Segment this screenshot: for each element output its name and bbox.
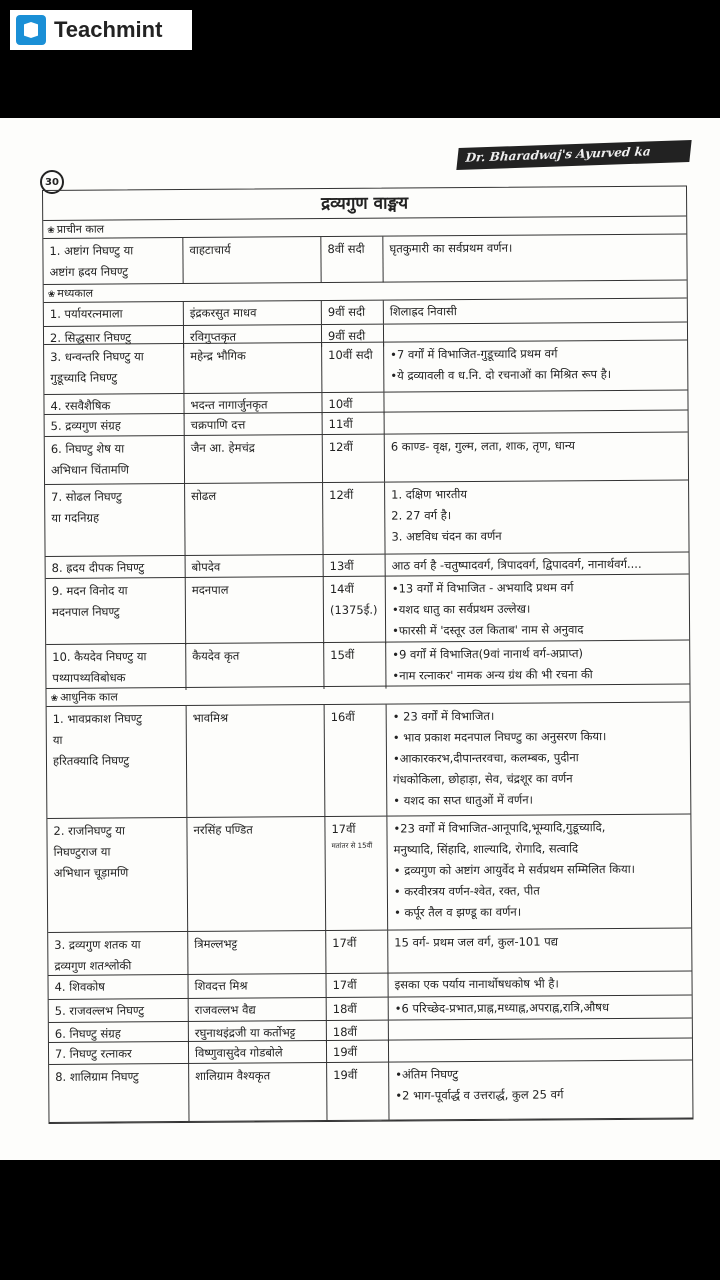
century-line: 12वीं [329, 487, 354, 503]
notes-line: गंधकोकिला, छोहाड़ा, सेव, चंद्रशूर का वर्णन [393, 771, 573, 787]
century-line: 10वीं [328, 396, 353, 412]
notes-line: •ये द्रव्यावली व ध.नि. दो रचनाओं का मिश्रित रूप है। [390, 367, 612, 383]
author-line: रघुनाथइंद्रजी या कर्तोभट्ट [194, 1025, 296, 1040]
notes-line: 2. 27 वर्ग है। [391, 508, 452, 523]
text-name-line: द्रव्यगुण शतश्लोकी [54, 958, 132, 973]
century-line: 18वीं [332, 1001, 357, 1016]
notes [388, 928, 691, 976]
author-line: बोपदेव [191, 559, 221, 574]
text-name-line: निघण्टुराज या [53, 844, 111, 859]
century-line: 11वीं [328, 416, 353, 432]
notes-line: मनुष्यादि, सिंहादि, शाल्यादि, रोगादि, सत्वादि [393, 841, 579, 857]
notes-line: •अंतिम निघण्टु [395, 1067, 459, 1082]
notes-line: • कर्पूर तैल व झण्डू का वर्णन। [394, 904, 522, 920]
text-name-line: या [52, 732, 63, 747]
author-line: त्रिमल्लभट्ट [194, 936, 238, 951]
notes-line: • 23 वर्गों में विभाजित। [392, 708, 495, 724]
table-row [43, 235, 686, 285]
text-name-line: मदनपाल निघण्टु [51, 604, 120, 619]
notes-line: •यशद धातु का सर्वप्रथम उल्लेख। [391, 601, 531, 617]
section-heading: ❀ आधुनिक काल [46, 684, 689, 706]
notes-line: •23 वर्गों में विभाजित-आनूपादि,भूम्यादि,गुडूच्यादि, [393, 820, 606, 836]
table-row [47, 814, 691, 932]
notes [386, 640, 689, 688]
author [183, 237, 321, 284]
text-name [47, 818, 188, 932]
author-line: भावमिश्र [192, 710, 229, 725]
notes [384, 299, 687, 324]
century [324, 643, 386, 689]
century [327, 1021, 389, 1043]
notes [387, 702, 691, 815]
century [326, 931, 388, 977]
author [186, 643, 324, 690]
century [323, 413, 385, 435]
author-line: रविगुप्तकृत [189, 329, 237, 344]
notes-line: •2 भाग-पूर्वार्द्ध व उत्तरार्द्ध, कुल 25 वर्ग [395, 1087, 564, 1103]
century [327, 1063, 389, 1120]
century-line: 19वीं [333, 1067, 358, 1082]
century-line: 8वीं सदी [327, 241, 365, 257]
century-line: 16वीं [330, 709, 355, 724]
text-name-line: 5. द्रव्यगुण संग्रह [50, 418, 121, 433]
author [186, 577, 324, 645]
logo-text: Teachmint [54, 17, 163, 42]
author [189, 998, 327, 1021]
notes-line: • भाव प्रकाश मदनपाल निघण्टु का अनुसरण किया। [392, 729, 607, 745]
notes [384, 341, 687, 392]
notes-line: • यशद का सप्त धातुओं में वर्णन। [393, 792, 534, 808]
century [324, 577, 386, 644]
table-row [45, 480, 688, 556]
notes [383, 235, 686, 283]
author-line: सोढल [191, 488, 217, 503]
table-row [47, 702, 691, 818]
century-line: 15वीं [330, 647, 355, 662]
text-name [49, 999, 189, 1022]
author [189, 1063, 327, 1121]
text-name-line: अभिधान चूड़ामणि [53, 865, 129, 880]
table-row [49, 1060, 692, 1122]
author-line: शालिग्राम वैश्यकृत [195, 1068, 271, 1083]
text-name-line: हरितक्यादि निघण्टु [52, 753, 130, 768]
author-line: महेन्द्र भौगिक [190, 348, 246, 363]
text-name [46, 644, 186, 691]
table-row [46, 640, 689, 688]
text-name-line: 3. धन्वन्तरि निघण्टु या [50, 349, 144, 364]
notes-line: शिलाह्रद निवासी [389, 304, 457, 319]
text-name-line: 4. शिवकोष [54, 979, 105, 994]
century [326, 974, 388, 997]
text-name-line: 9. मदन विनोद या [51, 583, 128, 598]
author [184, 301, 322, 325]
text-name-line: 2. राजनिघण्टु या [53, 823, 125, 838]
text-name [47, 706, 188, 818]
century [327, 998, 389, 1020]
text-name-line: 1. भावप्रकाश निघण्टु [52, 711, 142, 726]
century-line: (1375ई.) [329, 602, 378, 617]
text-name-line: 10. कैयदेव निघण्टु या [52, 649, 147, 664]
notes-line: • द्रव्यगुण को अष्टांग आयुर्वेद मे सर्वप्रथम सम्मिलित किया। [393, 861, 636, 878]
author [185, 413, 323, 436]
text-name [46, 556, 186, 579]
author-line: मदनपाल [191, 582, 229, 597]
text-name-line: 8. ह्रदय दीपक निघण्टु [51, 560, 145, 575]
author [186, 555, 324, 578]
notes [388, 971, 691, 996]
text-name-line: 3. द्रव्यगुण शतक या [54, 937, 141, 952]
author-line: वाहटाचार्य [189, 242, 231, 257]
century-line: 18वीं [332, 1024, 357, 1039]
notes-line: •आकारकरभ,दीपान्तरवचा, कलम्बक, पुदीना [392, 750, 579, 766]
century [323, 483, 385, 554]
century [322, 343, 384, 392]
author-line: कैयदेव कृत [192, 648, 240, 663]
century [322, 393, 384, 415]
century-line: 17वीं [331, 821, 356, 836]
text-name-line: 2. सिद्धसार निघण्टु [49, 330, 132, 345]
notes-line: •13 वर्गों में विभाजित - अभयादि प्रथम वर्ग [391, 580, 574, 596]
century-line: 17वीं [332, 977, 357, 992]
century-note: मतांतर से 15वीं [331, 841, 373, 850]
author [188, 974, 326, 998]
text-name [48, 932, 188, 979]
century [322, 301, 384, 324]
author-line: चक्रपाणि दत्त [190, 417, 246, 432]
text-name-line: 6. निघण्टु संग्रह [54, 1026, 121, 1041]
author [188, 931, 326, 978]
notes [389, 1060, 692, 1119]
text-name [45, 414, 185, 437]
text-name [48, 975, 188, 999]
century [321, 237, 383, 283]
notes-line: • करवीरत्रय वर्णन-श्वेत, रक्त, पीत [393, 883, 540, 899]
text-name [49, 1064, 189, 1122]
author [187, 705, 326, 817]
century [323, 435, 385, 482]
text-name [44, 344, 184, 394]
century-line: 10वीं सदी [328, 347, 373, 363]
notes-line: •7 वर्गों में विभाजित-गुडूच्यादि प्रथम वर्ग [390, 346, 558, 362]
text-name-line: 7. निघण्टु रत्नाकर [54, 1046, 132, 1061]
notes [386, 574, 689, 643]
text-name-line: 1. अष्टांग निघण्टु या [49, 243, 134, 258]
notes-line: 6 काण्ड- वृक्ष, गुल्म, लता, शाक, तृण, धान्य [390, 438, 575, 454]
author [187, 817, 326, 931]
century-line: 14वीं [329, 581, 354, 597]
text-name-line: गुडूच्यादि निघण्टु [50, 370, 118, 385]
century-line: 9वीं सदी [327, 304, 366, 320]
notes-line: 1. दक्षिण भारतीय [391, 487, 468, 502]
notes [385, 480, 688, 553]
notes [389, 995, 692, 1019]
author [189, 1041, 327, 1064]
text-name-line: 1. पर्यायरत्नमाला [49, 306, 123, 321]
text-name [45, 484, 185, 556]
table-row [48, 928, 691, 975]
author [184, 343, 322, 393]
text-name-line: या गदनिग्रह [51, 510, 100, 525]
author [185, 483, 323, 555]
teachmint-logo-icon [16, 15, 46, 45]
notes [386, 552, 689, 576]
century-line: 13वीं [329, 558, 354, 574]
text-name-line: 5. राजवल्लभ निघण्टु [54, 1003, 145, 1018]
notes-line: इसका एक पर्याय नानार्थोषधकोष भी है। [394, 976, 559, 992]
text-name [45, 436, 185, 484]
century-line: 12वीं [328, 439, 353, 455]
notes-line: •6 परिच्छेद-प्रभात,प्राह्न,मध्याह्न,अपराह्न,रात्रि,औषध [394, 1000, 610, 1016]
notes-line: •9 वर्गों में विभाजित(9वां नानार्थ वर्ग-अप्राप्त) [392, 646, 584, 662]
text-name-line: 8. शालिग्राम निघण्टु [55, 1069, 139, 1084]
text-name [44, 302, 184, 326]
text-name [43, 238, 183, 285]
text-name [49, 1042, 189, 1065]
text-name-line: 4. रसवैशैषिक [50, 398, 111, 413]
table-row [44, 341, 687, 395]
section-heading: ❀ मध्यकाल [44, 281, 687, 303]
notes-line: •फारसी में 'दस्तूर उल किताब' नाम से अनुवाद [392, 622, 584, 638]
century-line: 17वीं [332, 935, 357, 950]
author [185, 435, 323, 483]
author-line: विष्णुवासुदेव गोडबोले [194, 1045, 283, 1060]
notes-line: •नाम रत्नाकर' नामक अन्य ग्रंथ की भी रचना की [392, 667, 593, 683]
page-number: 30 [40, 170, 64, 194]
notes [385, 432, 688, 481]
notes [385, 410, 688, 434]
notes [387, 814, 691, 929]
table-row [45, 432, 688, 484]
text-name-line: अष्टांग ह्रदय निघण्टु [49, 264, 129, 279]
author-line: भदन्त नागार्जुनकृत [190, 397, 268, 412]
notes-line: आठ वर्ग है -चतुष्पादवर्ग, त्रिपादवर्ग, द्विपादवर्ग, नानार्थवर्ग.... [391, 556, 642, 573]
text-name-line: अभिधान चिंतामणि [50, 462, 129, 477]
author-line: नरसिंह पण्डित [193, 822, 253, 837]
century-line: 9वीं सदी [327, 328, 366, 344]
century [325, 817, 388, 930]
century [324, 555, 386, 577]
author-line: जैन आ. हेमचंद्र [190, 440, 255, 455]
section-heading: ❀ प्राचीन काल [43, 217, 686, 239]
author-line: इंद्रकरसुत माधव [189, 305, 257, 320]
teachmint-logo [10, 10, 192, 50]
notes-line: 15 वर्ग- प्रथम जल वर्ग, कुल-101 पद्य [394, 934, 559, 950]
text-name-line: 7. सोढल निघण्टु [51, 489, 122, 504]
table-row [46, 574, 689, 644]
text-name [46, 578, 186, 646]
table-title: द्रव्यगुण वाङ्मय [43, 187, 686, 221]
document-page [0, 118, 720, 1160]
notes [389, 1038, 692, 1062]
text-name-line: पथ्यापथ्यविबोधक [52, 670, 126, 685]
notes-line: 3. अष्टविध चंदन का वर्णन [391, 528, 502, 544]
literature-table [42, 185, 694, 1123]
century-line: 19वीं [332, 1044, 358, 1059]
author-line: शिवदत्त मिश्र [194, 978, 248, 993]
century [325, 705, 388, 816]
century [327, 1041, 389, 1063]
text-name-line: 6. निघण्टु शेष या [50, 441, 125, 456]
book-banner: Dr. Bharadwaj's Ayurved ka [456, 140, 691, 170]
notes-line: घृतकुमारी का सर्वप्रथम वर्णन। [389, 240, 513, 256]
author-line: राजवल्लभ वैद्य [194, 1002, 256, 1017]
